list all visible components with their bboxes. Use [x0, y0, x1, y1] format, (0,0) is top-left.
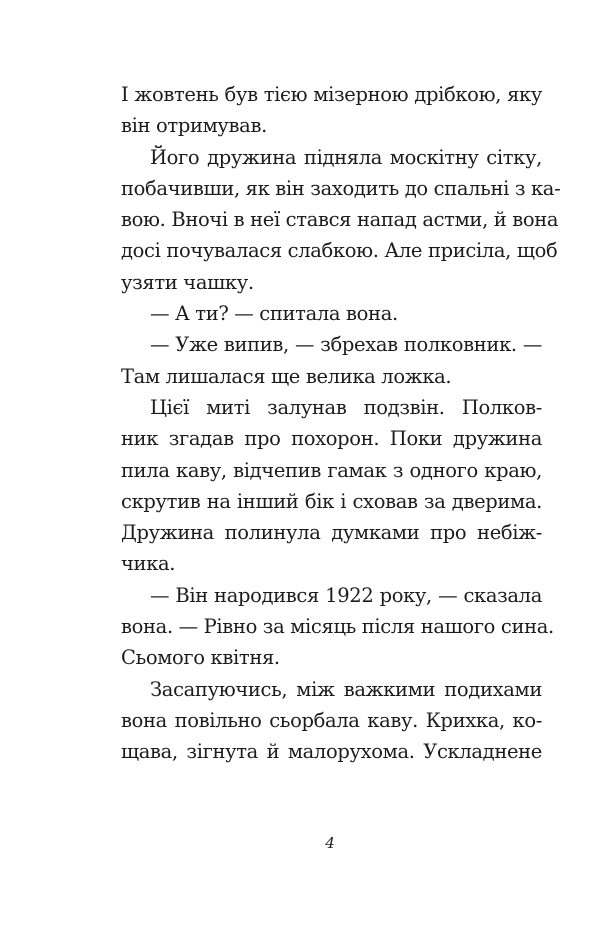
text-line: — Уже випив, — збрехав полковник. — — [150, 333, 542, 357]
text-line: побачивши, як він заходить до спальні з ка- — [121, 176, 561, 200]
text-line: досі почувалася слабкою. Але присіла, щоб — [121, 239, 558, 263]
text-line: пила каву, відчепив гамак з одного краю, — [121, 458, 542, 482]
text-line: вона повільно сьорбала каву. Крихка, ко- — [121, 708, 542, 732]
text-line: скрутив на інший бік і сховав за дверима. — [121, 489, 542, 513]
text-line: вона. — Рівно за місяць після нашого сина. — [121, 615, 554, 639]
text-line: він отримував. — [121, 114, 267, 138]
text-line: Сьомого квітня. — [121, 646, 280, 670]
body-text — [121, 79, 561, 768]
page-number: 4 — [325, 834, 335, 852]
text-line: вою. Вночі в неї стався напад астми, й вона — [121, 208, 559, 232]
text-line: Там лишалася ще велика ложка. — [121, 364, 452, 388]
text-line: узяти чашку. — [121, 270, 254, 294]
text-line: І жовтень був тією мізерною дрібкою, яку — [121, 83, 542, 106]
text-line: щава, зігнута й малорухома. Ускладнене — [121, 740, 542, 764]
text-line: — А ти? — спитала вона. — [150, 302, 398, 326]
text-line: — Він народився 1922 року, — сказала — [150, 583, 542, 607]
text-line: чика. — [121, 552, 176, 576]
text-line: ник згадав про похорон. Поки дружина — [121, 427, 542, 451]
text-line: Дружина полинула думками про небіж- — [121, 521, 542, 545]
text-line: Його дружина підняла москітну сітку, — [150, 145, 542, 169]
text-line: Цієї миті залунав подзвін. Полков- — [150, 395, 542, 419]
text-line: Засапуючись, між важкими подихами — [150, 677, 542, 701]
